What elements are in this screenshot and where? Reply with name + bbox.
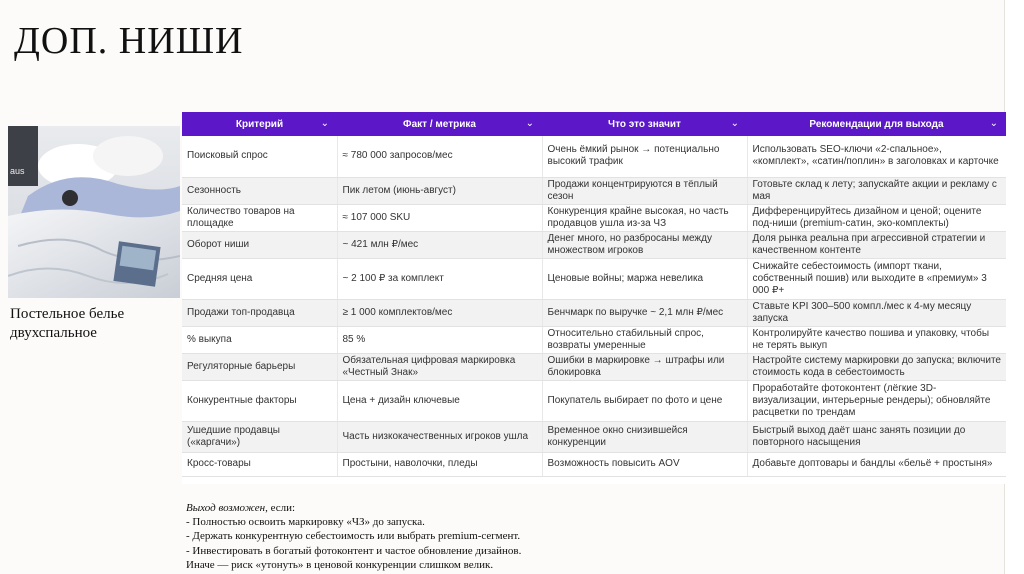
cell-metric: Простыни, наволочки, пледы	[337, 452, 542, 476]
cell-metric: ≈ 107 000 SKU	[337, 204, 542, 231]
cell-criterion: Количество товаров на площадке	[182, 204, 337, 231]
table-row	[182, 421, 1006, 452]
chevron-down-icon[interactable]: ⌄	[730, 118, 739, 129]
column-header-criterion[interactable]: Критерий ⌄	[182, 112, 337, 136]
chevron-down-icon[interactable]: ⌄	[525, 118, 534, 129]
cell-metric: ~ 2 100 ₽ за комплект	[337, 258, 542, 299]
column-header-meaning[interactable]: Что это значит ⌄	[542, 112, 747, 136]
cell-criterion: Кросс-товары	[182, 452, 337, 476]
table-row	[182, 326, 1006, 353]
cell-recommendation: Доля рынка реальна при агрессивной стратегии и качественном контенте	[747, 231, 1006, 258]
cell-meaning: Бенчмарк по выручке ~ 2,1 млн ₽/мес	[542, 299, 747, 326]
product-photo	[8, 126, 180, 298]
cell-meaning: Относительно стабильный спрос, возвраты умеренные	[542, 326, 747, 353]
note-conclusion: Иначе — риск «утонуть» в ценовой конкуренции слишком велик.	[186, 558, 494, 571]
note-bullet: - Инвестировать в богатый фотоконтент и частое обновление дизайнов.	[186, 544, 522, 557]
table-row	[182, 258, 1006, 299]
cell-meaning: Ценовые войны; маржа невелика	[542, 258, 747, 299]
table-row	[182, 353, 1006, 380]
cell-recommendation: Настройте систему маркировки до запуска; включите стоимость кода в себестоимость	[747, 353, 1006, 380]
table-row	[182, 380, 1006, 421]
cell-meaning: Денег много, но разбросаны между множеством игроков	[542, 231, 747, 258]
cell-meaning: Продажи концентрируются в тёплый сезон	[542, 177, 747, 204]
cell-criterion: % выкупа	[182, 326, 337, 353]
cell-recommendation: Контролируйте качество пошива и упаковку, чтобы не терять выкуп	[747, 326, 1006, 353]
note-lead-italic: Выход возможен	[186, 502, 266, 514]
table-row	[182, 452, 1006, 476]
note-lead	[186, 501, 786, 515]
page-title: ДОП. НИШИ	[14, 20, 244, 62]
cell-metric: 85 %	[337, 326, 542, 353]
cell-recommendation: Добавьте доптовары и бандлы «бельё + простыня»	[747, 452, 1006, 476]
cell-metric: Часть низкокачественных игроков ушла	[337, 421, 542, 452]
cell-criterion: Оборот ниши	[182, 231, 337, 258]
table-row	[182, 177, 1006, 204]
note-bullet: - Держать конкурентную себестоимость или выбрать premium-сегмент.	[186, 530, 521, 543]
cell-criterion: Продажи топ-продавца	[182, 299, 337, 326]
note-bullet: - Полностью освоить маркировку «ЧЗ» до запуска.	[186, 516, 425, 529]
cell-criterion: Поисковый спрос	[182, 136, 337, 177]
column-header-recommendation[interactable]: Рекомендации для выхода ⌄	[747, 112, 1006, 136]
cell-meaning: Возможность повысить AOV	[542, 452, 747, 476]
bedding-image	[8, 126, 180, 298]
cell-metric: ~ 421 млн ₽/мес	[337, 231, 542, 258]
cell-criterion: Сезонность	[182, 177, 337, 204]
cell-recommendation: Проработайте фотоконтент (лёгкие 3D-визуализации, интерьерные рендеры); обновляйте расцветки по трендам	[747, 380, 1006, 421]
cell-meaning: Временное окно снизившейся конкуренции	[542, 421, 747, 452]
cell-meaning: Покупатель выбирает по фото и цене	[542, 380, 747, 421]
photo-label: aus	[10, 166, 25, 176]
table-row	[182, 299, 1006, 326]
cell-recommendation: Снижайте себестоимость (импорт ткани, собственный пошив) или выходите в «премиум» 3 000 ₽+	[747, 258, 1006, 299]
cell-recommendation: Готовьте склад к лету; запускайте акции и рекламу с мая	[747, 177, 1006, 204]
cell-metric: Пик летом (июнь-август)	[337, 177, 542, 204]
cell-meaning: Ошибки в маркировке → штрафы или блокировка	[542, 353, 747, 380]
cell-recommendation: Использовать SEO-ключи «2-спальное», «комплект», «сатин/поплин» в заголовках и карточке	[747, 136, 1006, 177]
niche-table	[182, 112, 1006, 484]
cell-metric: Цена + дизайн ключевые	[337, 380, 542, 421]
cell-criterion: Ушедшие продавцы («каргачи»)	[182, 421, 337, 452]
chevron-down-icon[interactable]: ⌄	[989, 118, 998, 129]
conclusion-note	[186, 501, 786, 572]
cell-criterion: Конкурентные факторы	[182, 380, 337, 421]
cell-criterion: Средняя цена	[182, 258, 337, 299]
cell-metric: ≥ 1 000 комплектов/мес	[337, 299, 542, 326]
column-header-metric[interactable]: Факт / метрика ⌄	[337, 112, 542, 136]
note-lead-rest: , если:	[265, 502, 296, 514]
cell-metric: ≈ 780 000 запросов/мес	[337, 136, 542, 177]
cell-recommendation: Ставьте KPI 300–500 компл./мес к 4-му месяцу запуска	[747, 299, 1006, 326]
slide-edge	[1004, 0, 1024, 574]
chevron-down-icon[interactable]: ⌄	[320, 118, 329, 129]
table-row	[182, 136, 1006, 177]
cell-recommendation: Быстрый выход даёт шанс занять позиции до повторного насыщения	[747, 421, 1006, 452]
cell-meaning: Очень ёмкий рынок → потенциально высокий трафик	[542, 136, 747, 177]
photo-caption: Постельное белье двухспальное	[10, 306, 125, 341]
cell-metric: Обязательная цифровая маркировка «Честный Знак»	[337, 353, 542, 380]
cell-meaning: Конкуренция крайне высокая, но часть продавцов ушла из-за ЧЗ	[542, 204, 747, 231]
cell-criterion: Регуляторные барьеры	[182, 353, 337, 380]
table-row	[182, 204, 1006, 231]
table-row	[182, 231, 1006, 258]
cell-recommendation: Дифференцируйтесь дизайном и ценой; оцените под-ниши (premium-сатин, эко-комплекты)	[747, 204, 1006, 231]
